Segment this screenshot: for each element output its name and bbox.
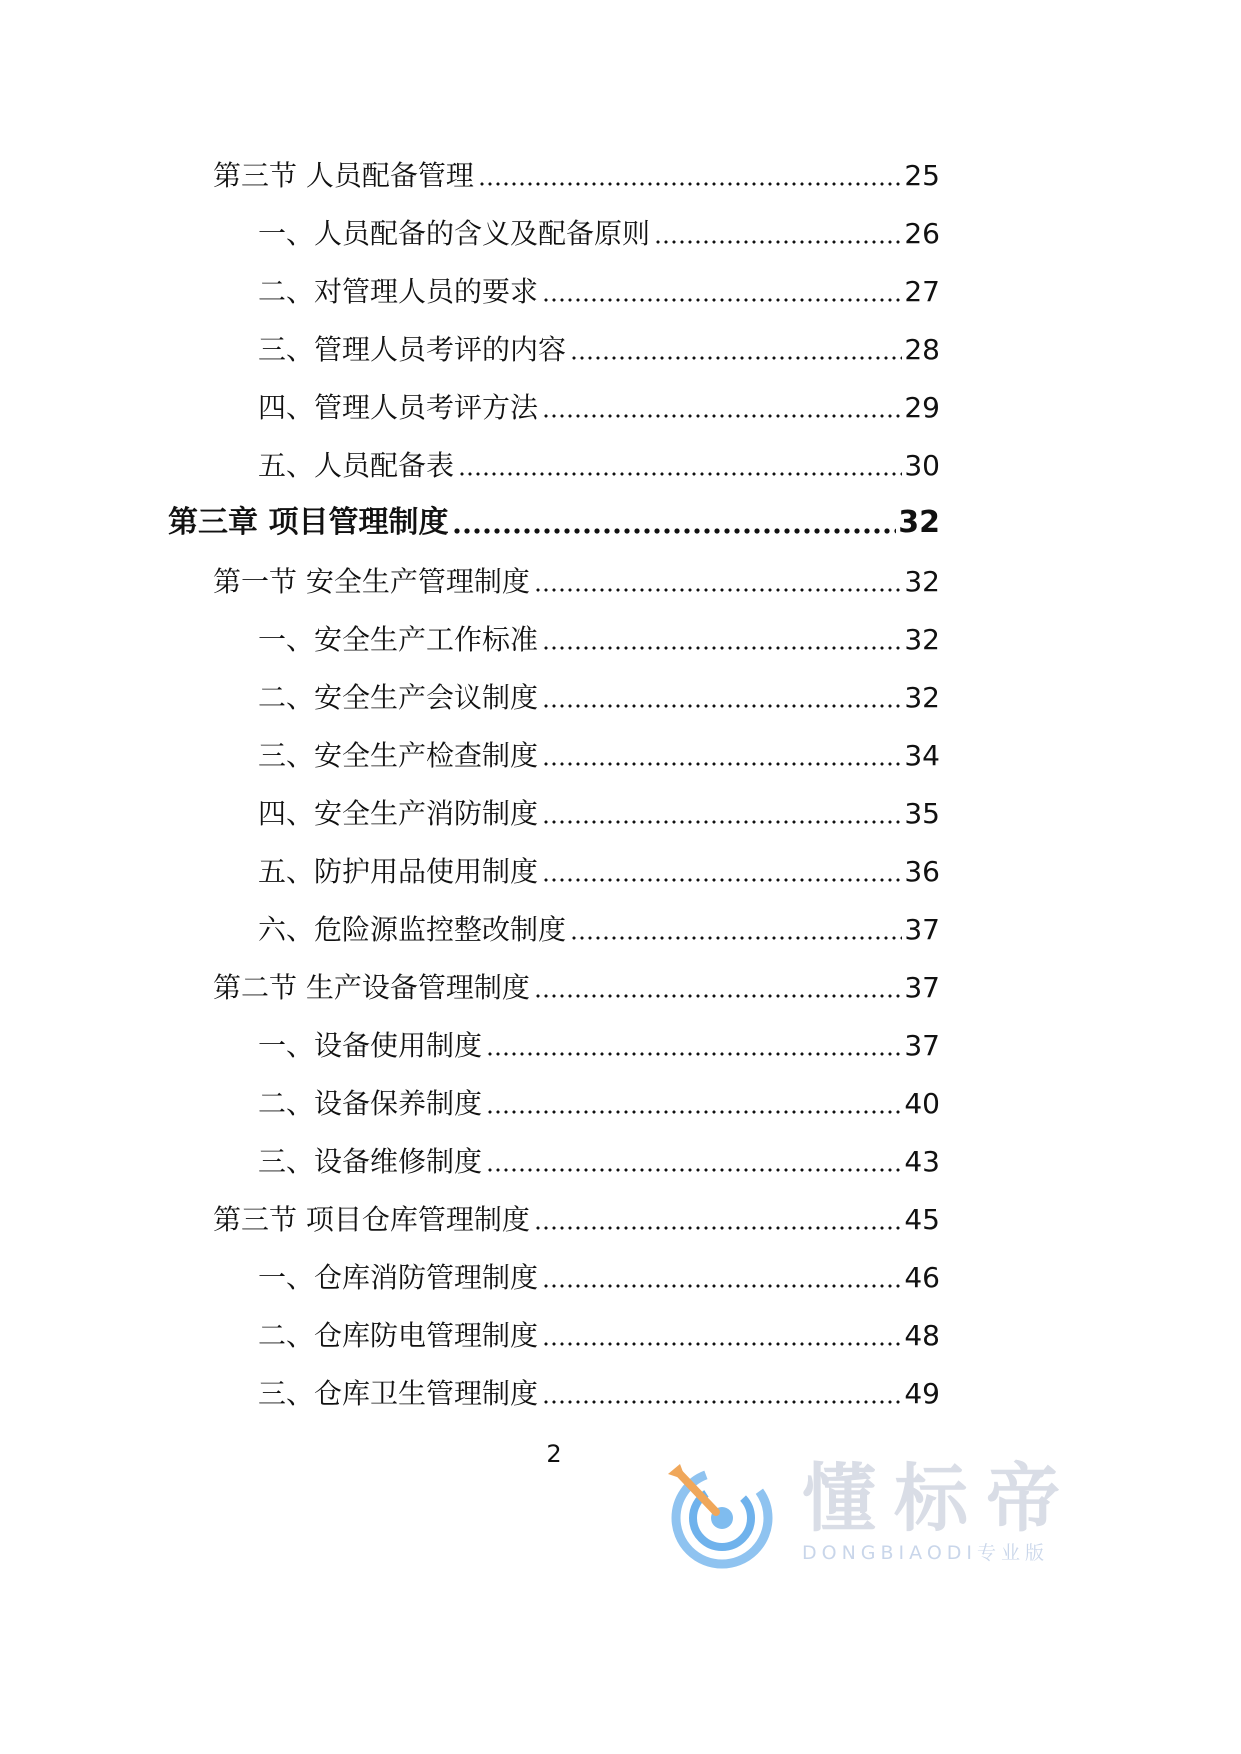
toc-entry-title: 三、安全生产检查制度 <box>258 739 539 772</box>
toc-entry-line <box>258 913 940 946</box>
toc-entry-line <box>258 855 940 888</box>
toc-entry-item[interactable] <box>0 726 1241 784</box>
toc-entry-section[interactable] <box>0 1190 1241 1248</box>
toc-entry-item[interactable] <box>0 1074 1241 1132</box>
toc-entry-page: 30 <box>904 449 940 482</box>
watermark-logo <box>664 1458 1104 1570</box>
toc-entry-title: 一、仓库消防管理制度 <box>258 1261 539 1294</box>
toc-entry-title: 第三节 项目仓库管理制度 <box>213 1203 530 1236</box>
dot-leader <box>570 935 902 941</box>
toc-entry-page: 43 <box>904 1145 940 1178</box>
toc-entry-chapter[interactable] <box>0 494 1241 552</box>
toc-entry-item[interactable] <box>0 1306 1241 1364</box>
dot-leader <box>542 1399 902 1405</box>
toc-entry-page: 36 <box>904 855 940 888</box>
toc-entry-page: 34 <box>904 739 940 772</box>
toc-entry-title: 五、防护用品使用制度 <box>258 855 539 888</box>
toc-entry-line <box>213 1203 940 1236</box>
toc-entry-page: 37 <box>904 971 940 1004</box>
toc-entry-title: 三、管理人员考评的内容 <box>258 333 567 366</box>
toc-entry-page: 40 <box>904 1087 940 1120</box>
toc-entry-line <box>258 391 940 424</box>
dot-leader <box>486 1109 902 1115</box>
target-arrow-icon <box>664 1460 776 1572</box>
dot-leader <box>534 1225 902 1231</box>
toc-entry-title: 三、仓库卫生管理制度 <box>258 1377 539 1410</box>
toc-entry-item[interactable] <box>0 1248 1241 1306</box>
toc-entry-title: 二、仓库防电管理制度 <box>258 1319 539 1352</box>
toc-entry-page: 32 <box>904 623 940 656</box>
dot-leader <box>654 239 902 245</box>
toc-entry-title: 二、对管理人员的要求 <box>258 275 539 308</box>
table-of-contents <box>0 146 1241 1422</box>
toc-entry-line <box>258 1319 940 1352</box>
toc-entry-line <box>258 1145 940 1178</box>
dot-leader <box>458 471 902 477</box>
toc-entry-line <box>258 449 940 482</box>
toc-entry-title: 一、人员配备的含义及配备原则 <box>258 217 651 250</box>
toc-entry-page: 45 <box>904 1203 940 1236</box>
toc-entry-line <box>258 333 940 366</box>
toc-entry-item[interactable] <box>0 900 1241 958</box>
watermark-title: 懂标帝 <box>802 1456 1078 1542</box>
dot-leader <box>542 1283 902 1289</box>
toc-entry-title: 一、安全生产工作标准 <box>258 623 539 656</box>
toc-entry-page: 37 <box>904 1029 940 1062</box>
toc-entry-title: 二、设备保养制度 <box>258 1087 483 1120</box>
toc-entry-title: 第三章 项目管理制度 <box>168 505 449 540</box>
toc-entry-item[interactable] <box>0 204 1241 262</box>
toc-entry-title: 第三节 人员配备管理 <box>213 159 474 192</box>
toc-entry-title: 二、安全生产会议制度 <box>258 681 539 714</box>
dot-leader <box>542 819 902 825</box>
toc-entry-page: 27 <box>904 275 940 308</box>
toc-entry-line <box>258 217 940 250</box>
toc-entry-page: 28 <box>904 333 940 366</box>
dot-leader <box>534 993 902 999</box>
toc-entry-page: 32 <box>904 681 940 714</box>
dot-leader <box>478 181 902 187</box>
toc-entry-title: 一、设备使用制度 <box>258 1029 483 1062</box>
toc-entry-line <box>258 623 940 656</box>
toc-entry-line <box>258 1261 940 1294</box>
toc-entry-item[interactable] <box>0 436 1241 494</box>
toc-entry-item[interactable] <box>0 610 1241 668</box>
toc-entry-item[interactable] <box>0 1364 1241 1422</box>
toc-entry-item[interactable] <box>0 320 1241 378</box>
toc-entry-section[interactable] <box>0 958 1241 1016</box>
toc-entry-item[interactable] <box>0 1132 1241 1190</box>
toc-entry-line <box>213 971 940 1004</box>
dot-leader <box>452 527 896 535</box>
toc-entry-title: 三、设备维修制度 <box>258 1145 483 1178</box>
toc-entry-page: 25 <box>904 159 940 192</box>
toc-entry-section[interactable] <box>0 146 1241 204</box>
dot-leader <box>534 587 902 593</box>
watermark-subtitle: DONGBIAODI专业版 <box>802 1542 1050 1564</box>
dot-leader <box>486 1167 902 1173</box>
toc-entry-item[interactable] <box>0 668 1241 726</box>
toc-entry-line <box>168 505 940 540</box>
toc-entry-item[interactable] <box>0 842 1241 900</box>
toc-entry-title: 四、安全生产消防制度 <box>258 797 539 830</box>
dot-leader <box>542 413 902 419</box>
toc-entry-line <box>258 1087 940 1120</box>
toc-entry-item[interactable] <box>0 378 1241 436</box>
dot-leader <box>542 703 902 709</box>
dot-leader <box>542 297 902 303</box>
toc-entry-page: 32 <box>904 565 940 598</box>
toc-entry-item[interactable] <box>0 262 1241 320</box>
toc-entry-line <box>258 797 940 830</box>
toc-entry-line <box>258 1029 940 1062</box>
dot-leader <box>542 877 902 883</box>
toc-entry-section[interactable] <box>0 552 1241 610</box>
toc-entry-page: 35 <box>904 797 940 830</box>
dot-leader <box>542 645 902 651</box>
toc-entry-page: 48 <box>904 1319 940 1352</box>
dot-leader <box>570 355 902 361</box>
toc-entry-page: 46 <box>904 1261 940 1294</box>
toc-entry-page: 37 <box>904 913 940 946</box>
toc-entry-line <box>213 565 940 598</box>
toc-entry-title: 六、危险源监控整改制度 <box>258 913 567 946</box>
toc-entry-line <box>258 681 940 714</box>
dot-leader <box>542 1341 902 1347</box>
toc-entry-title: 四、管理人员考评方法 <box>258 391 539 424</box>
toc-entry-line <box>258 739 940 772</box>
toc-entry-item[interactable] <box>0 1016 1241 1074</box>
toc-entry-page: 26 <box>904 217 940 250</box>
toc-entry-item[interactable] <box>0 784 1241 842</box>
toc-entry-page: 49 <box>904 1377 940 1410</box>
dot-leader <box>542 761 902 767</box>
toc-entry-title: 第一节 安全生产管理制度 <box>213 565 530 598</box>
toc-entry-line <box>258 1377 940 1410</box>
page-number: 2 <box>546 1440 562 1468</box>
dot-leader <box>486 1051 902 1057</box>
toc-entry-line <box>258 275 940 308</box>
toc-entry-title: 第二节 生产设备管理制度 <box>213 971 530 1004</box>
toc-entry-page: 29 <box>904 391 940 424</box>
toc-entry-line <box>213 159 940 192</box>
toc-entry-title: 五、人员配备表 <box>258 449 455 482</box>
toc-entry-page: 32 <box>898 505 940 540</box>
